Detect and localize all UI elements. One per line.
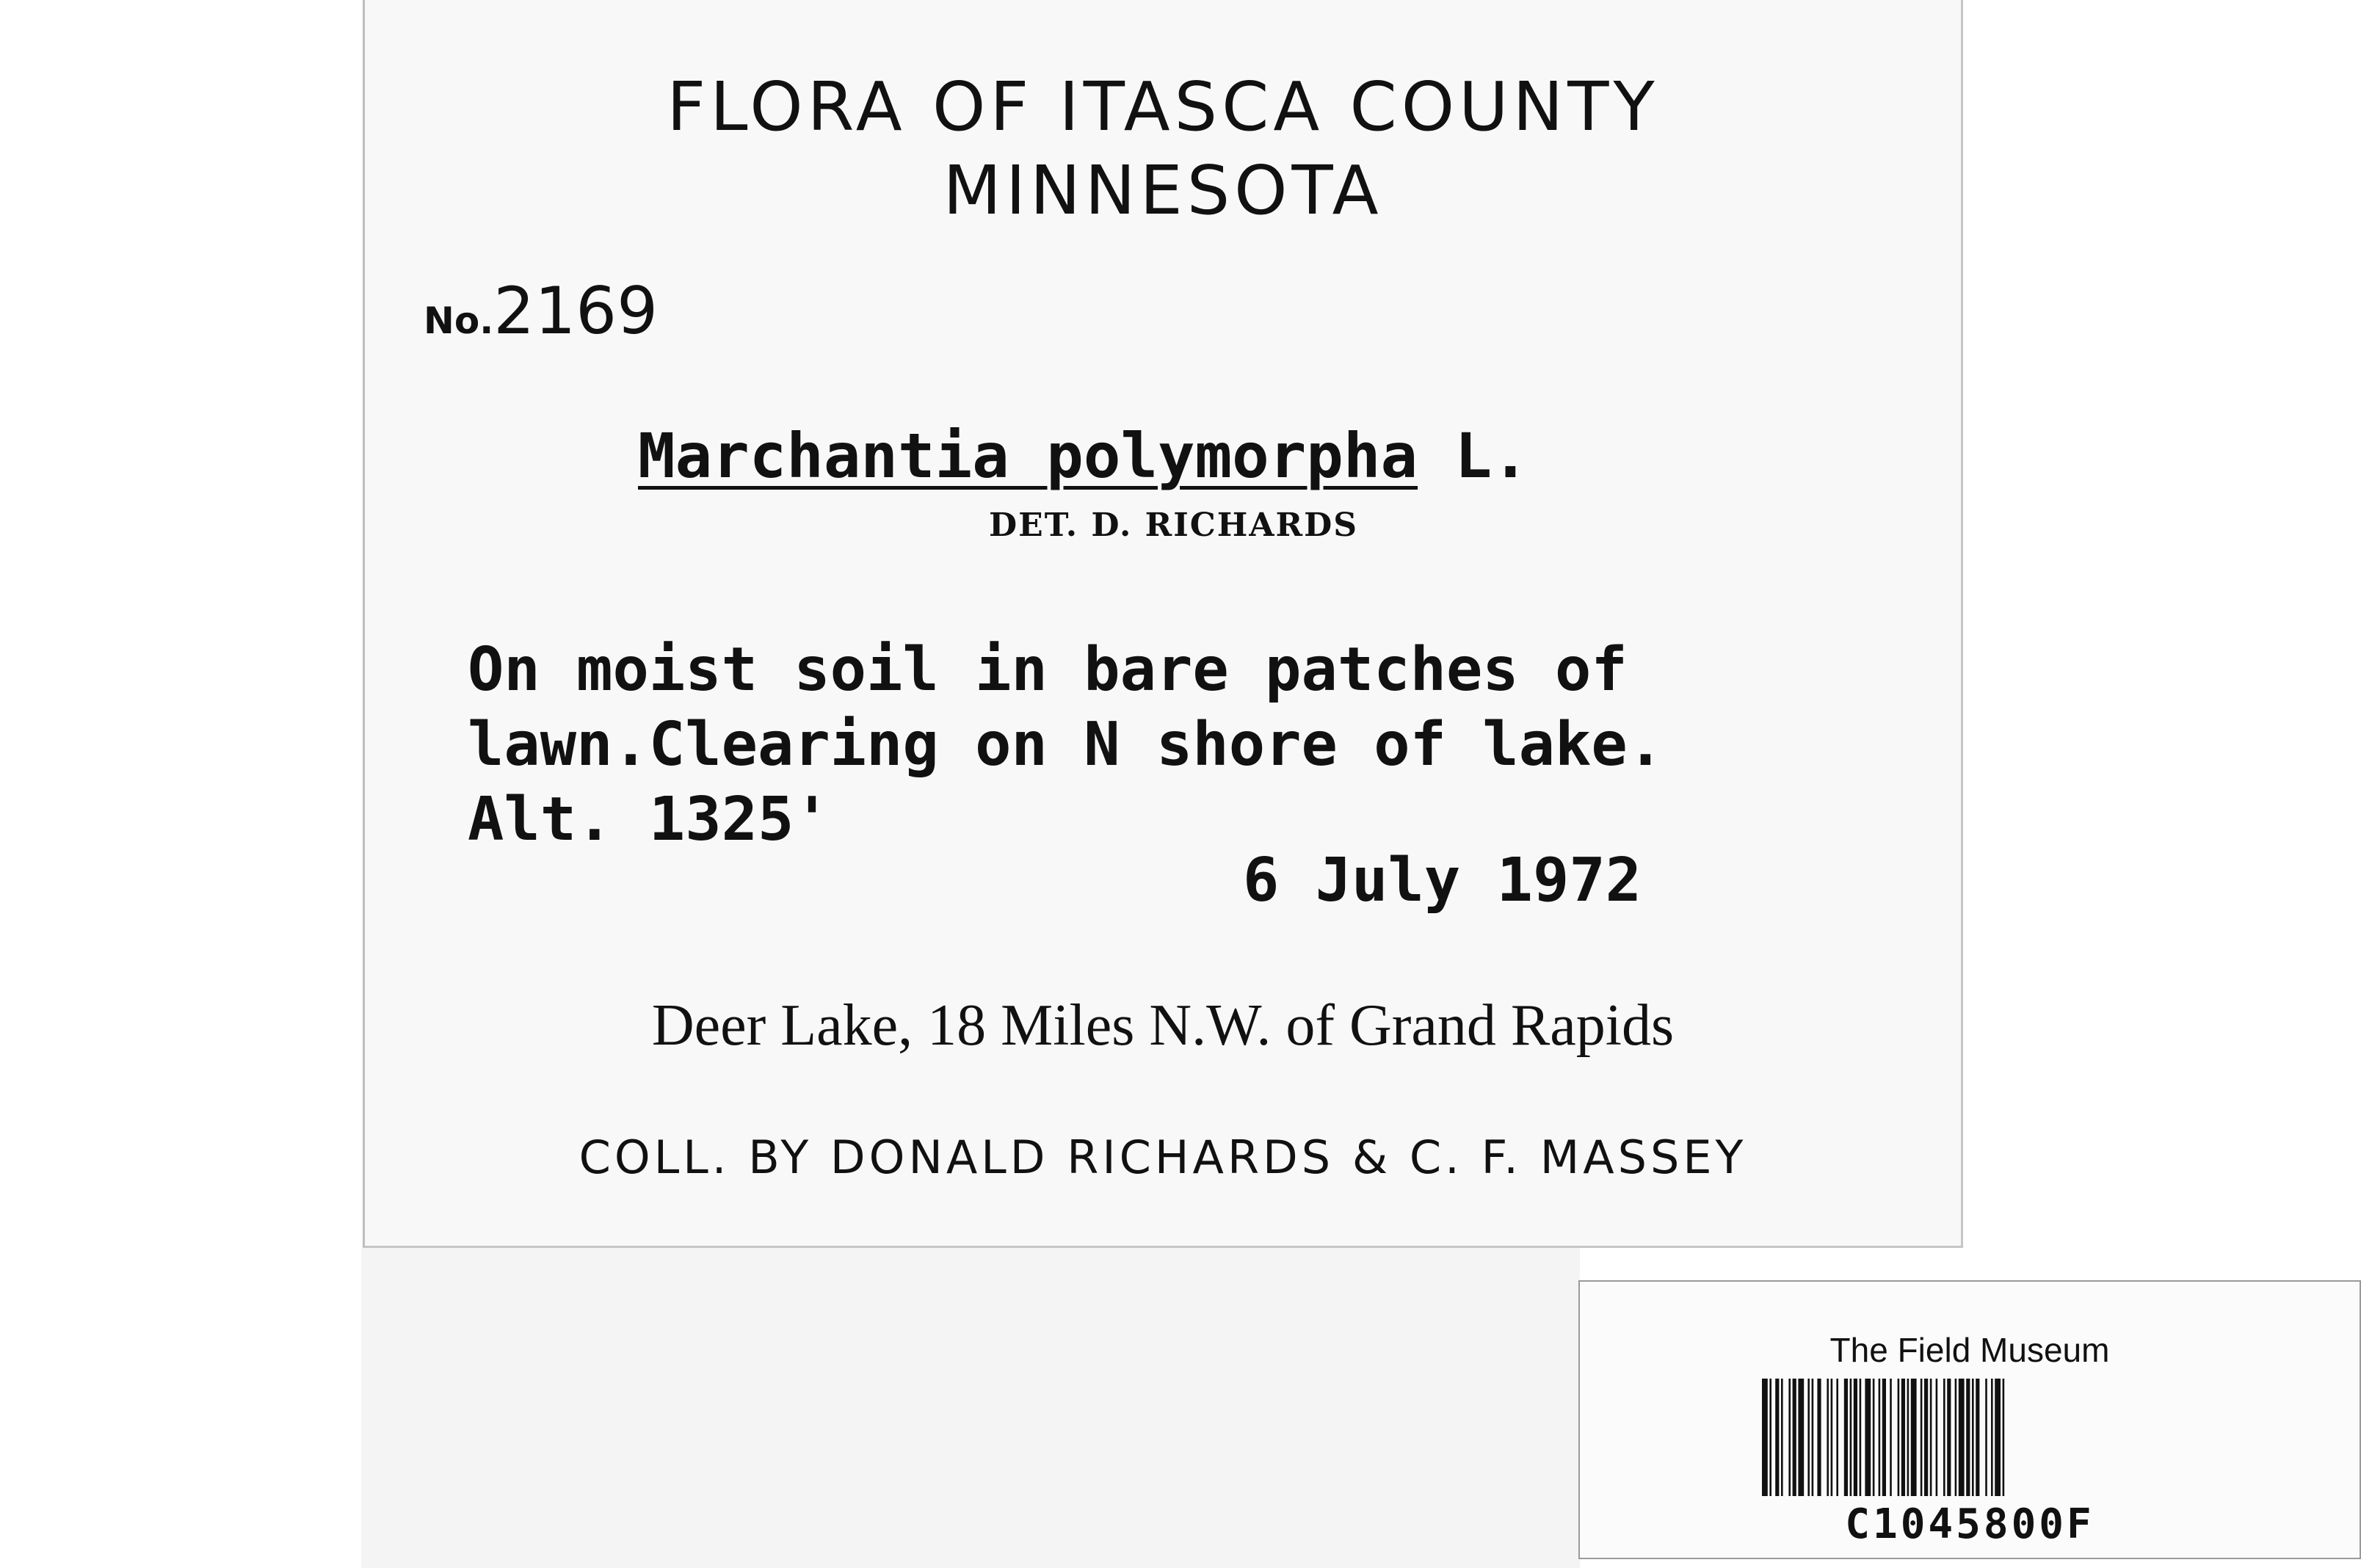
barcode-bar	[1831, 1379, 1833, 1496]
barcode-bar	[1907, 1379, 1910, 1496]
barcode-bar	[1807, 1379, 1810, 1496]
barcode-bar	[1827, 1379, 1829, 1496]
specimen-number	[424, 273, 658, 349]
institution-name: The Field Museum	[1829, 1331, 2110, 1369]
barcode-bar	[1860, 1379, 1862, 1496]
barcode-bar	[1911, 1379, 1917, 1496]
herbarium-backing-sheet	[361, 1248, 1580, 1568]
barcode-bar	[1976, 1379, 1979, 1496]
barcode-bar	[1788, 1379, 1791, 1496]
barcode-bar	[1959, 1379, 1965, 1496]
barcode-bar	[1947, 1379, 1951, 1496]
barcode-bar	[1769, 1379, 1771, 1496]
habitat-notes	[468, 633, 1921, 857]
barcode-bar	[1898, 1379, 1900, 1496]
barcode-id: C1045800F	[1845, 1500, 2095, 1548]
barcode-bar	[1936, 1379, 1938, 1496]
barcode-bar	[1793, 1379, 1796, 1496]
barcode-bar	[1817, 1379, 1821, 1496]
barcode-bar	[1775, 1379, 1779, 1496]
barcode-icon	[1762, 1379, 2223, 1496]
barcode-bar	[1991, 1379, 1993, 1496]
barcode-bar	[2003, 1379, 2005, 1496]
barcode-bar	[1985, 1379, 1987, 1496]
barcode-bar	[1812, 1379, 1814, 1496]
label-state: MINNESOTA	[943, 151, 1383, 230]
species-line	[638, 420, 1529, 492]
museum-barcode-tag	[1578, 1280, 2361, 1559]
habitat-line: On moist soil in bare patches of	[468, 635, 1628, 705]
barcode-bar	[1882, 1379, 1886, 1496]
barcode-bar	[1921, 1379, 1923, 1496]
label-title: FLORA OF ITASCA COUNTY	[667, 68, 1659, 146]
barcode-bar	[1854, 1379, 1857, 1496]
barcode-bar	[1995, 1379, 2001, 1496]
barcode-bar	[1890, 1379, 1892, 1496]
determiner-stamp: DET. D. RICHARDS	[989, 507, 1359, 544]
barcode-bar	[1873, 1379, 1875, 1496]
barcode-bar	[1924, 1379, 1928, 1496]
barcode-bar	[1930, 1379, 1932, 1496]
barcode-bar	[1844, 1379, 1848, 1496]
barcode-bar	[1836, 1379, 1838, 1496]
barcode-bar	[1865, 1379, 1871, 1496]
barcode-bar	[1972, 1379, 1974, 1496]
barcode-bar	[1943, 1379, 1945, 1496]
barcode-bar	[1955, 1379, 1957, 1496]
barcode-bar	[1798, 1379, 1804, 1496]
barcode-bar	[1781, 1379, 1783, 1496]
species-author: L.	[1418, 420, 1529, 492]
collector-line: COLL. BY DONALD RICHARDS & C. F. MASSEY	[579, 1130, 1747, 1184]
collection-date: 6 July 1972	[1243, 846, 1642, 915]
habitat-line: lawn.Clearing on N shore of lake.	[468, 710, 1664, 780]
species-name: Marchantia polymorpha	[638, 420, 1418, 492]
herbarium-label	[363, 0, 1963, 1248]
barcode-bar	[1879, 1379, 1881, 1496]
barcode-bar	[1966, 1379, 1970, 1496]
barcode-bar	[1901, 1379, 1905, 1496]
number-value: 2169	[493, 273, 659, 349]
barcode-bar	[1762, 1379, 1768, 1496]
number-prefix: No.	[424, 300, 494, 342]
habitat-line: Alt. 1325'	[468, 785, 830, 854]
locality: Deer Lake, 18 Miles N.W. of Grand Rapids	[651, 993, 1675, 1058]
barcode-bar	[1850, 1379, 1852, 1496]
